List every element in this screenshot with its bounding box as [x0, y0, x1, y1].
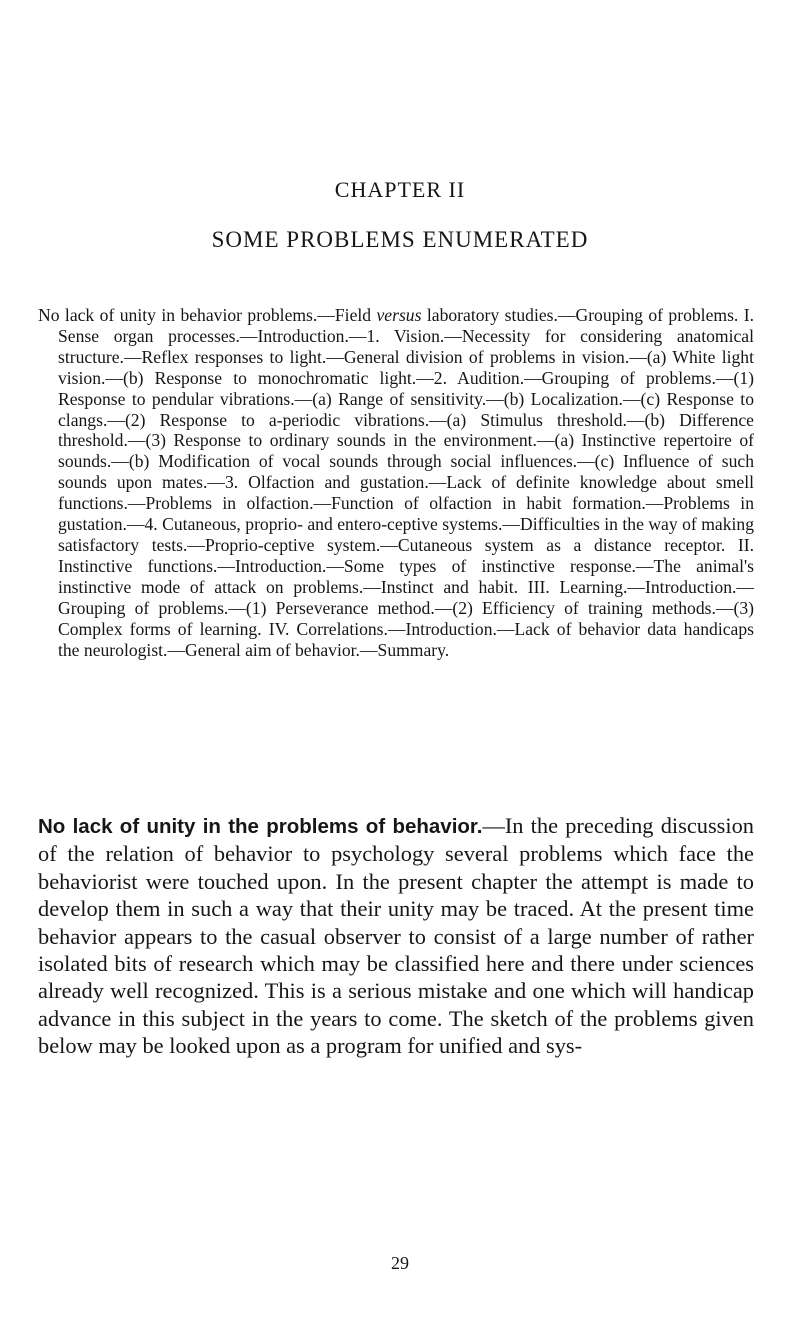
section-run-in-heading: No lack of unity in the problems of behavior. [38, 815, 483, 838]
page-number: 29 [391, 1253, 409, 1273]
chapter-synopsis [38, 305, 754, 660]
chapter-number: CHAPTER II [334, 177, 466, 202]
synopsis-italic-word: versus [376, 305, 422, 325]
body-paragraph [38, 812, 754, 1060]
synopsis-text-start: No lack of unity in behavior problems.—Field [38, 305, 377, 325]
synopsis-text-rest: laboratory studies.—Grouping of problems. I. Sense organ processes.—Introduction.—1. Vision.—Necessity for considering anatomical structure.—Reflex responses to light.—General division of problems in vision.—(a) White light vision.—(b) Response to monochromatic light.—2. Audition.—Grouping of problems.—(1) Response to pendular vibrations.—(a) Range of sensitivity.—(b) Localization.—(c) Response to clangs.—(2) Response to a-periodic vibrations.—(a) Stimulus threshold.—(b) Difference threshold.—(3) Response to ordinary sounds in the environment.—(a) Instinctive repertoire of sounds.—(b) Modification of vocal sounds through social influences.—(c) Influence of such sounds upon mates.—3. Olfaction and gustation.—Lack of definite knowledge about smell functions.—Problems in olfaction.—Function of olfaction in habit formation.—Problems in gustation.—4. Cutaneous, proprio- and entero-ceptive systems.—Difficulties in the way of making satisfactory tests.—Proprio-ceptive system.—Cutaneous system as a distance receptor. II. Instinctive functions.—Introduction.—Some types of instinctive response.—The animal's instinctive mode of attack on problems.—Instinct and habit. III. Learning.—Introduction.—Grouping of problems.—(1) Perseverance method.—(2) Efficiency of training methods.—(3) Complex forms of learning. IV. Correlations.—Introduction.—Lack of behavior data handicaps the neurologist.—General aim of behavior.—Summary. [58, 305, 754, 660]
chapter-title: SOME PROBLEMS ENUMERATED [211, 227, 589, 252]
body-paragraph-text: —In the preceding discussion of the relation of behavior to psychology several problems which face the behaviorist were touched upon. In the present chapter the attempt is made to develop them in such a way that their unity may be traced. At the present time behavior appears to the casual observer to consist of a large number of rather isolated bits of research which may be classified here and there under sciences already well recognized. This is a serious mistake and one which will handicap advance in this subject in the years to come. The sketch of the problems given below may be looked upon as a program for unified and sys- [38, 813, 754, 1059]
